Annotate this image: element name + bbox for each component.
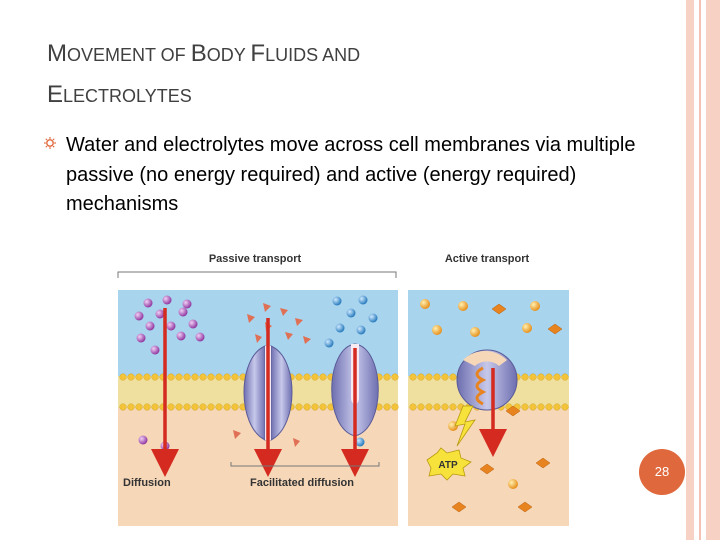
bullet-sun-icon [44, 137, 56, 149]
decorative-stripe-wide [706, 0, 720, 540]
slide-title [47, 34, 607, 116]
active-panel [408, 290, 569, 526]
title-line-1 [47, 34, 607, 75]
decorative-stripe-light [686, 0, 694, 540]
title-rest: OVEMENT OF [67, 45, 191, 65]
pump-protein [457, 350, 517, 410]
facilitated-diffusion-label: Facilitated diffusion [250, 477, 354, 489]
title-rest: ODY [206, 45, 251, 65]
passive-transport-label: Passive transport [208, 253, 302, 265]
transport-diagram [115, 248, 575, 528]
slide-number-badge: 28 [639, 449, 685, 495]
title-cap: M [47, 40, 67, 67]
title-cap: F [250, 40, 266, 67]
bullet-text: Water and electrolytes move across cell membranes via multiple passive (no energy required) and active (energy required) mechanisms [66, 134, 636, 215]
passive-panel [118, 290, 398, 526]
title-rest: LUIDS AND [265, 45, 361, 65]
decorative-stripe-line [699, 0, 701, 540]
title-line-2 [47, 75, 607, 116]
atp-label: ATP [438, 460, 458, 471]
title-cap: B [190, 40, 207, 67]
diffusion-label: Diffusion [123, 477, 171, 489]
active-transport-label: Active transport [444, 253, 530, 265]
title-rest: LECTROLYTES [63, 86, 192, 106]
passive-bracket [118, 272, 396, 278]
title-cap: E [47, 81, 64, 108]
